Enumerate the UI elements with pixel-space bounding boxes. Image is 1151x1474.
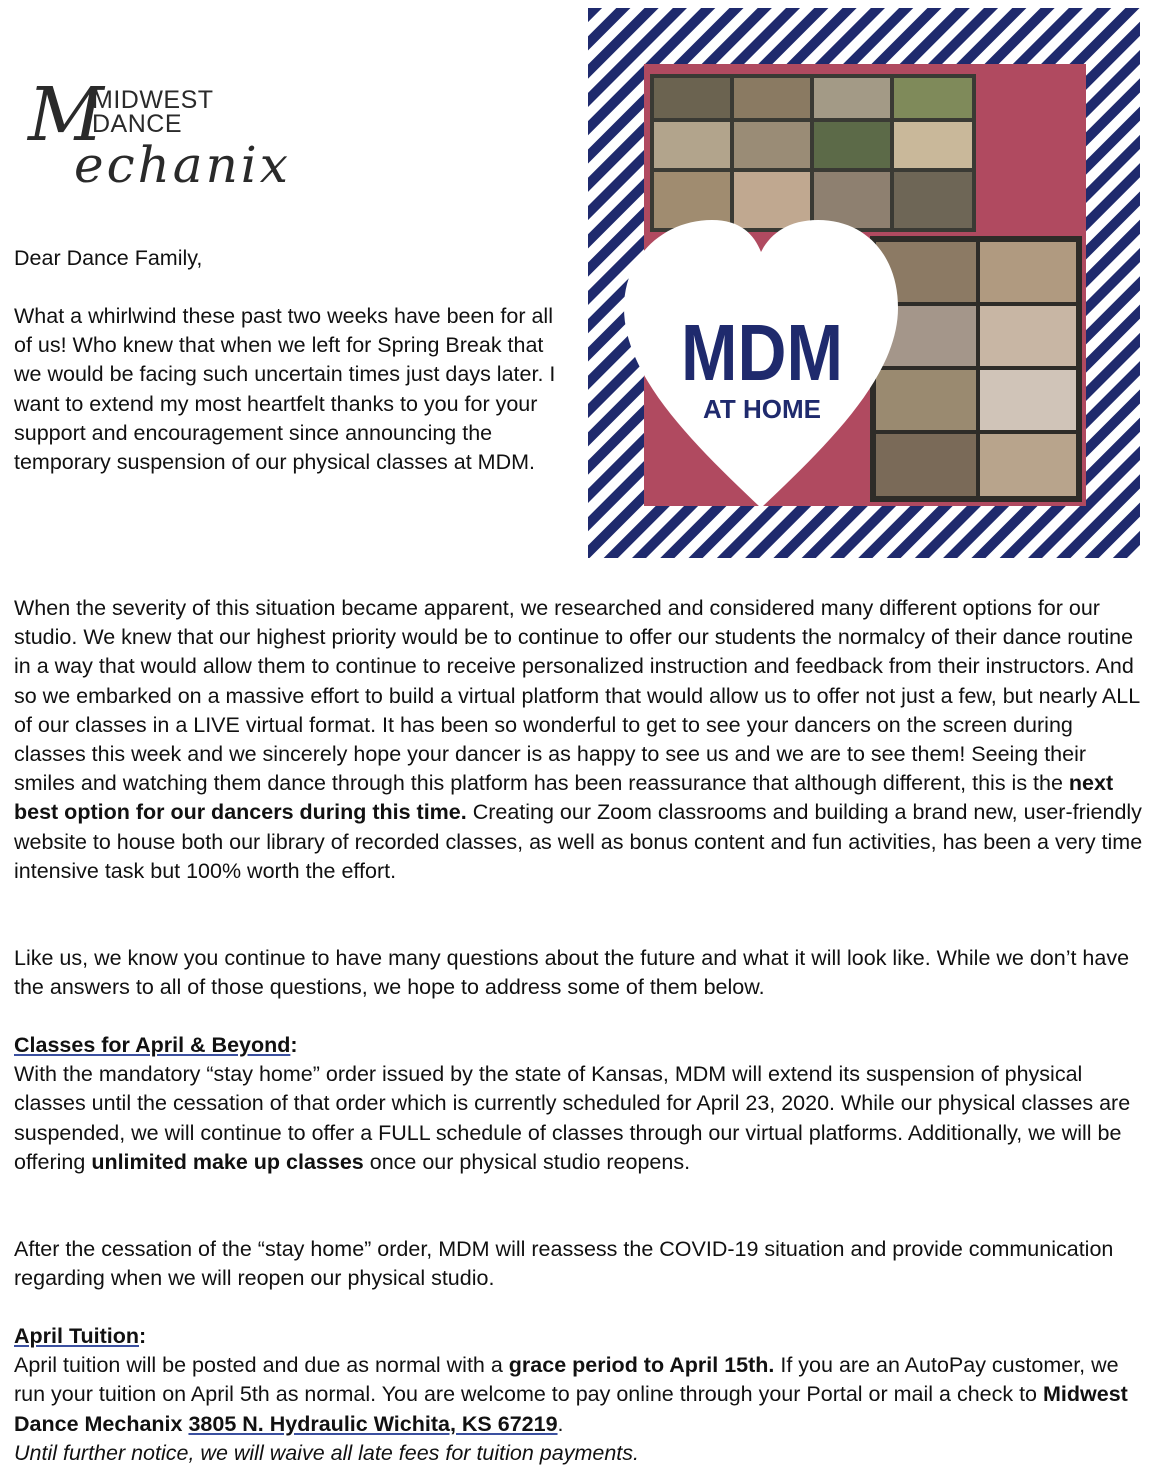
classes-heading: Classes for April & Beyond [14,1033,291,1057]
tuition-heading: April Tuition [14,1324,139,1348]
tuition-text-b: If you are an AutoPay customer, we run your tuition on April 5th as normal. You are welcome to pay online through your Portal or mail a check to [14,1353,1119,1407]
video-collage-top [650,74,976,232]
classes-text-a: With the mandatory “stay home” order issued by the state of Kansas, MDM will extend its suspension of physical classes until the cessation of that order which is currently scheduled for April 23, 2020. While our physical classes are suspended, we will continue to offer a FULL schedule of classes through our virtual platforms. Additionally, we will be offering [14,1062,1131,1174]
period: . [557,1411,564,1436]
reassess-paragraph: After the cessation of the “stay home” order, MDM will reassess the COVID-19 situation and provide communication regarding when we will reopen our physical studio. [14,1237,1114,1291]
classes-heading-colon: : [290,1033,298,1057]
platform-text-b: Creating our Zoom classrooms and building a brand new, user-friendly website to house both our library of recorded classes, as well as bonus content and fun activities, has been a very time intensive task but 100% worth the effort. [14,800,1143,883]
platform-bold: next best option for our dancers during this time. [14,771,1114,825]
classes-text-b: once our physical studio reopens. [363,1149,691,1174]
tuition-text-a: April tuition will be posted and due as normal with a [14,1353,509,1378]
logo-script: echanix [74,136,291,194]
studio-address-link[interactable]: 3805 N. Hydraulic Wichita, KS 67219 [188,1411,558,1436]
studio-name: Midwest Dance Mechanix [14,1382,1128,1436]
late-fee-notice: Until further notice, we will waive all late fees for tuition payments. [14,1440,639,1465]
video-collage-right [870,236,1082,502]
badge-sub: AT HOME [703,394,821,424]
badge-main: MDM [681,308,843,397]
studio-logo [22,70,362,200]
classes-section [14,1031,1144,1177]
platform-text-a: When the severity of this situation became apparent, we researched and considered many different options for our studio. We knew that our highest priority would be to continue to offer our students the normalcy of their dance routine in a way that would allow them to continue to receive personalized instruction and feedback from their instructors. And so we embarked on a massive effort to build a virtual platform that would allow us to offer not just a few, but nearly ALL of our classes in a LIVE virtual format. It has been so wonderful to get to see your dancers on the screen during classes this week and we sincerely hope your dancer is as happy to see us and we are to see them! Seeing their smiles and watching them dance through this platform has been reassurance that although different, this is the [14,596,1140,796]
questions-paragraph: Like us, we know you continue to have many questions about the future and what it will look like. While we don’t have the answers to all of those questions, we hope to address some of them below. [14,946,1130,1000]
mdm-at-home-graphic [588,8,1140,558]
intro-paragraph: What a whirlwind these past two weeks have been for all of us! Who knew that when we left for Spring Break that we would be facing such uncertain times just days later. I want to extend my most heartfelt thanks to you for your support and encouragement since announcing the temporary suspension of our physical classes at MDM. [14,304,556,475]
logo-script-m: M [28,72,106,158]
hero-svg [588,8,1140,558]
platform-paragraph [14,594,1144,886]
tuition-bold: grace period to April 15th. [508,1353,775,1378]
greeting: Dear Dance Family, [14,246,203,270]
logo-line2: DANCE [92,110,183,138]
logo-line1: MIDWEST [92,86,214,114]
tuition-heading-colon: : [139,1324,147,1348]
classes-bold: unlimited make up classes [91,1149,364,1174]
tuition-section [14,1322,1144,1468]
